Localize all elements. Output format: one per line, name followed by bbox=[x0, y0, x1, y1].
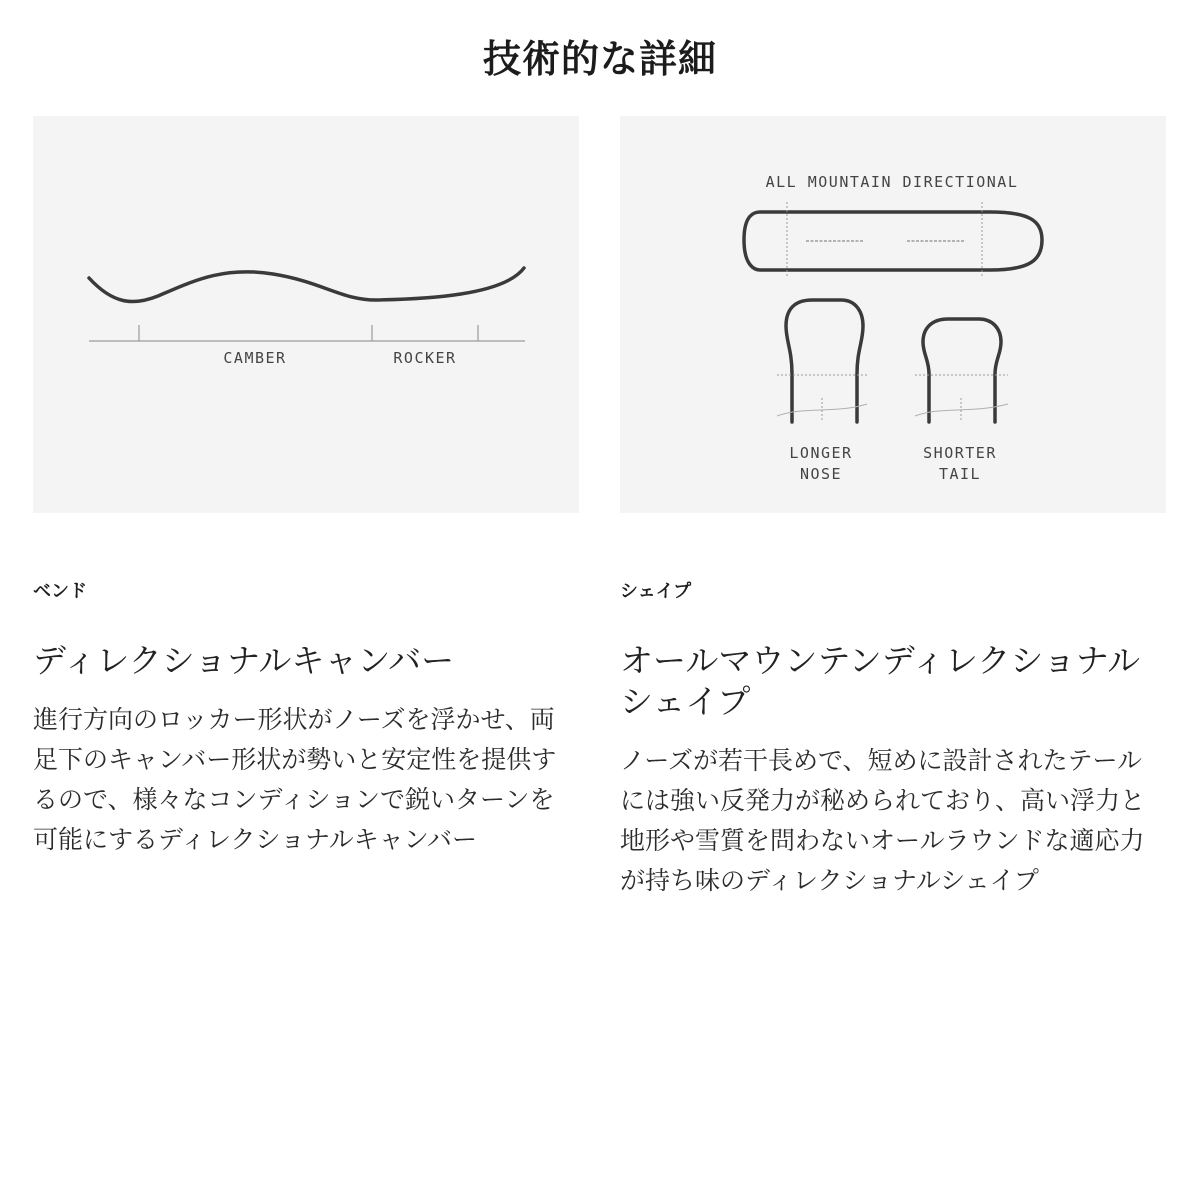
board-top-view bbox=[744, 212, 1042, 270]
bend-description: 進行方向のロッカー形状がノーズを浮かせ、両足下のキャンバー形状が勢いと安定性を提供するので、様々なコンディションで鋭いターンを可能にするディレクショナルキャンバー bbox=[33, 705, 557, 854]
bend-diagram-panel bbox=[33, 116, 579, 513]
nose-outline bbox=[786, 300, 863, 422]
page-title: 技術的な詳細 bbox=[482, 37, 717, 81]
board-profile-curve bbox=[89, 268, 524, 302]
bend-label: ベンド bbox=[33, 581, 87, 602]
camber-label: CAMBER bbox=[223, 349, 287, 367]
rocker-label: ROCKER bbox=[393, 349, 457, 367]
shape-diagram-title: ALL MOUNTAIN DIRECTIONAL bbox=[765, 173, 1019, 191]
tail-outline bbox=[923, 319, 1001, 422]
tail-label-line2: TAIL bbox=[938, 465, 982, 483]
bend-profile-diagram bbox=[33, 116, 579, 513]
nose-label-line2: NOSE bbox=[799, 465, 843, 483]
shape-heading: オールマウンテンディレクショナルシェイプ bbox=[620, 641, 1141, 721]
shape-label: シェイプ bbox=[620, 581, 692, 602]
nose-label-line1: LONGER bbox=[789, 444, 853, 462]
shape-diagram-panel bbox=[620, 116, 1166, 513]
shape-description: ノーズが若干長めで、短めに設計されたテールには強い反発力が秘められており、高い浮力と地形や雪質を問わないオールラウンドな適応力が持ち味のディレクショナルシェイプ bbox=[620, 746, 1146, 895]
tail-label-line1: SHORTER bbox=[923, 444, 997, 462]
bend-heading: ディレクショナルキャンバー bbox=[33, 641, 455, 680]
shape-diagram bbox=[620, 116, 1166, 513]
